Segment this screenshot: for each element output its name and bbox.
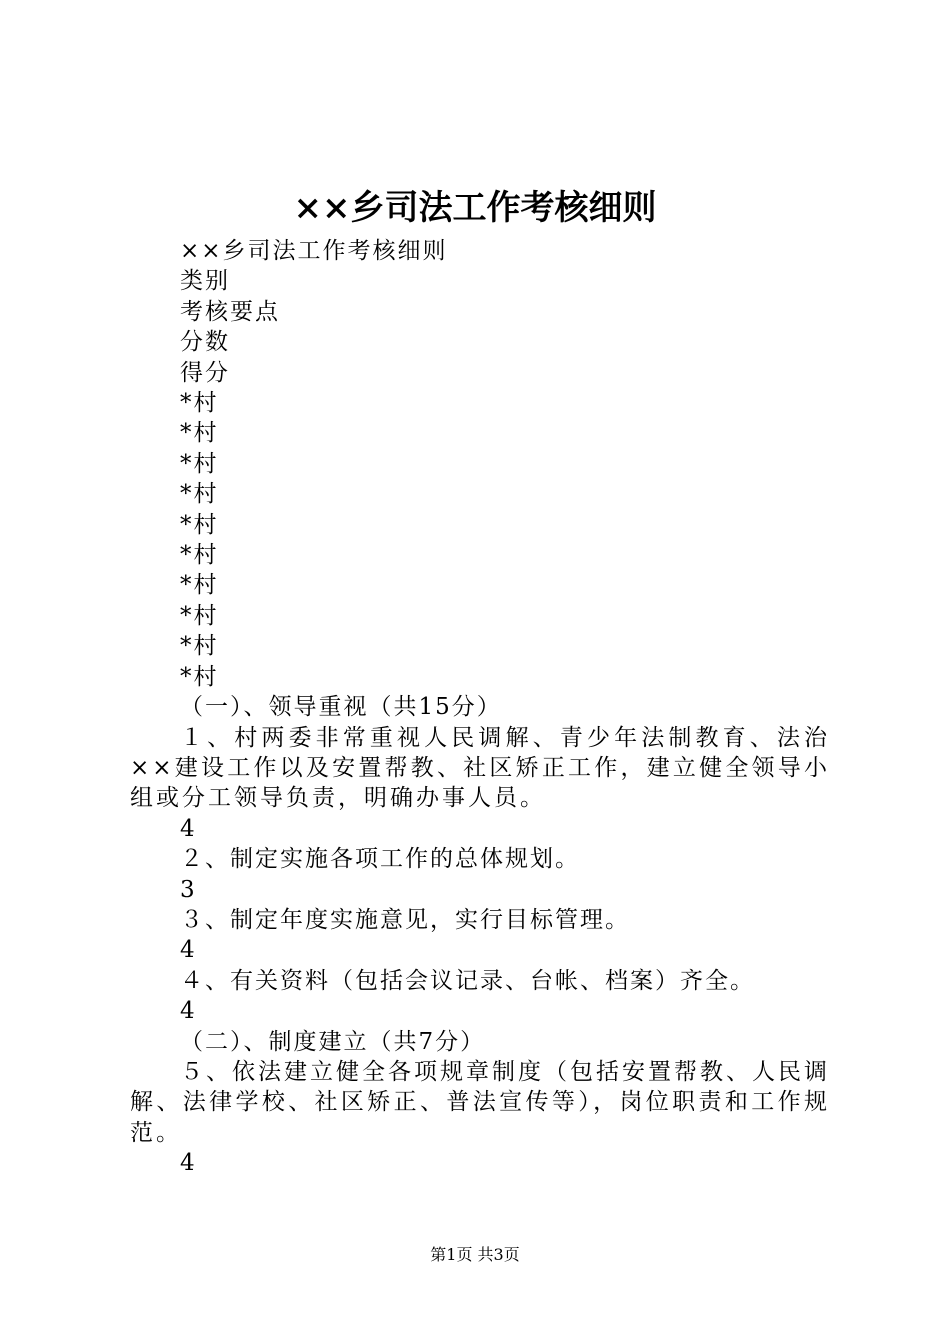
text-line: 考核要点 (180, 298, 280, 325)
village-line: *村 (180, 542, 219, 569)
item-score: 3 (180, 876, 197, 903)
village-line: *村 (180, 511, 219, 538)
village-line: *村 (180, 572, 219, 599)
text-line: ××乡司法工作考核细则 (180, 238, 448, 264)
village-line: *村 (180, 602, 219, 629)
village-line: *村 (180, 633, 219, 660)
item-text: ３、制定年度实施意见，实行目标管理。 (180, 906, 630, 933)
item-text: １、村两委非常重视人民调解、青少年法制教育、法治××建设工作以及安置帮教、社区矫正工作，建立健全领导小组或分工领导负责，明确办事人员。 (130, 724, 830, 812)
section-heading: （二）、制度建立（共7分） (180, 1028, 486, 1055)
text-line: 类别 (180, 268, 230, 295)
document-title: ××乡司法工作考核细则 (293, 188, 657, 228)
item-text: ５、依法建立健全各项规章制度（包括安置帮教、人民调解、法律学校、社区矫正、普法宣传等），岗位职责和工作规范。 (130, 1058, 830, 1146)
item-score: 4 (180, 815, 197, 842)
page-footer: 第1页 共3页 (430, 1245, 520, 1264)
text-line: 分数 (180, 329, 230, 356)
village-line: *村 (180, 663, 219, 690)
item-score: 4 (180, 937, 197, 964)
item-text: ２、制定实施各项工作的总体规划。 (180, 846, 580, 873)
item-text: ４、有关资料（包括会议记录、台帐、档案）齐全。 (180, 967, 755, 994)
village-line: *村 (180, 450, 219, 477)
section-heading: （一）、领导重视（共15分） (180, 694, 502, 721)
item-score: 4 (180, 1150, 197, 1177)
text-line: 得分 (180, 359, 230, 386)
village-line: *村 (180, 390, 219, 417)
village-line: *村 (180, 420, 219, 447)
item-score: 4 (180, 998, 197, 1025)
village-line: *村 (180, 481, 219, 508)
document-body (130, 236, 830, 1179)
